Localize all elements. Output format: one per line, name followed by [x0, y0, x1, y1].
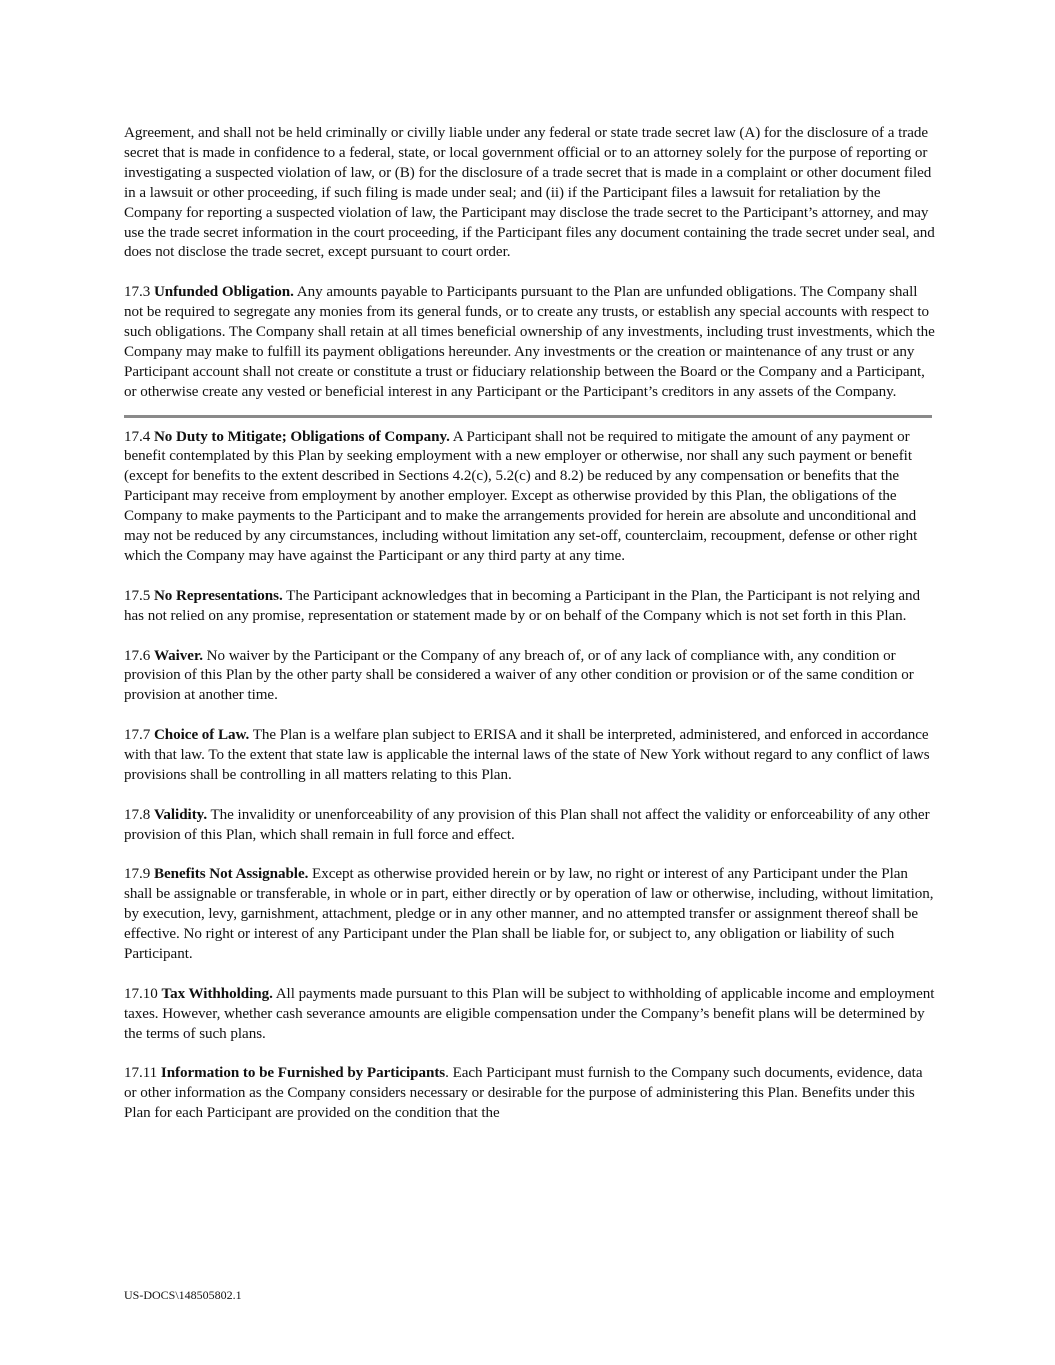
section-text: Except as otherwise provided herein or by law, no right or interest of any Participant under the Plan shall be assignable or transferable, in whole or in part, either directly or by operation of law or otherwise, including, without limitation, by execution, levy, garnishment, attachment, pledge or in any other manner, and no attempted transfer or assignment thereof shall be effective. No right or interest of any Participant under the Plan shall be liable for, or subject to, any obligation or liability of such Participant.: [124, 866, 934, 963]
section-heading: No Representations.: [153, 587, 283, 604]
section-heading: Choice of Law.: [153, 727, 250, 744]
section-text: The invalidity or unenforceability of any provision of this Plan shall not affect the validity or enforceability of any other provision of this Plan, which shall remain in full force and effect.: [124, 806, 930, 843]
document-page: [124, 124, 936, 1144]
section-number: 17.7: [124, 727, 151, 744]
section-number: 17.5: [124, 587, 151, 604]
section-heading: Validity.: [153, 806, 208, 823]
section-number: 17.6: [124, 647, 151, 664]
section-number: 17.9: [124, 866, 151, 883]
section-heading: No Duty to Mitigate; Obligations of Company.: [153, 428, 450, 445]
section-17-11: [124, 1064, 936, 1124]
horizontal-rule: [124, 415, 932, 418]
section-number: 17.3: [124, 284, 151, 301]
section-17-8: [124, 806, 936, 846]
section-number: 17.11: [124, 1065, 158, 1082]
section-17-9: [124, 865, 936, 965]
intro-paragraph: Agreement, and shall not be held criminally or civilly liable under any federal or state trade secret law (A) for the disclosure of a trade secret that is made in confidence to a federal, state, or local government official or to an attorney solely for the purpose of reporting or investigating a suspected violation of law, or (B) for the disclosure of a trade secret that is made in a complaint or other document filed in a lawsuit or other proceeding, if such filing is made under seal; and (ii) if the Participant files a lawsuit for retaliation by the Company for reporting a suspected violation of law, the Participant may disclose the trade secret to the Participant’s attorney, and may use the trade secret information in the court proceeding, if the Participant files any document containing the trade secret under seal, and does not disclose the trade secret, except pursuant to court order.: [124, 125, 935, 261]
section-17-7: [124, 726, 936, 786]
section-text: . Each Participant must furnish to the Company such documents, evidence, data or other information as the Company considers necessary or desirable for the purpose of administering this Plan. Benefits under this Plan for each Participant are provided on the condition that the: [124, 1065, 923, 1122]
document-id-footer: US-DOCS\148505802.1: [124, 1288, 242, 1302]
section-17-5: [124, 587, 936, 627]
section-text: The Plan is a welfare plan subject to ERISA and it shall be interpreted, administered, and enforced in accordance with that law. To the extent that state law is applicable the internal laws of the state of New York without regard to any conflict of laws provisions shall be controlling in all matters relating to this Plan.: [124, 727, 930, 783]
section-number: 17.10: [124, 985, 158, 1002]
section-heading: Tax Withholding.: [161, 985, 273, 1002]
section-17-10: [124, 985, 936, 1045]
section-heading: Information to be Furnished by Participants: [160, 1065, 446, 1082]
section-text: The Participant acknowledges that in becoming a Participant in the Plan, the Participant is not relying and has not relied on any promise, representation or statement made by or on behalf of the Company which is not set forth in this Plan.: [124, 587, 921, 624]
section-heading: Unfunded Obligation.: [153, 284, 294, 301]
section-heading: Benefits Not Assignable.: [153, 866, 309, 883]
section-heading: Waiver.: [153, 647, 203, 664]
section-17-6: [124, 647, 936, 707]
section-text: Any amounts payable to Participants pursuant to the Plan are unfunded obligations. The Company shall not be required to segregate any monies from its general funds, or to create any trusts, or establish any special accounts with respect to such obligations. The Company shall retain at all times beneficial ownership of any investments, including trust investments, which the Company may make to fulfill its payment obligations hereunder. Any investments or the creation or maintenance of any trust or any Participant account shall not create or constitute a trust or fiduciary relationship between the Board or the Company and a Participant, or otherwise create any vested or beneficial interest in any Participant or the Participant’s creditors in any assets of the Company.: [124, 284, 935, 400]
section-number: 17.8: [124, 806, 151, 823]
section-number: 17.4: [124, 428, 151, 445]
section-text: No waiver by the Participant or the Company of any breach of, or of any lack of compliance with, any condition or provision of this Plan by the other party shall be considered a waiver of any other condition or provision or of the same condition or provision at another time.: [124, 647, 914, 704]
section-text: All payments made pursuant to this Plan will be subject to withholding of applicable income and employment taxes. However, whether cash severance amounts are eligible compensation under the Company’s benefit plans will be determined by the terms of such plans.: [124, 985, 935, 1042]
section-text: A Participant shall not be required to mitigate the amount of any payment or benefit contemplated by this Plan by seeking employment with a new employer or otherwise, nor shall any such payment or benefit (except for benefits to the extent described in Sections 4.2(c), 5.2(c) and 8.2) be reduced by any compensation or benefits that the Participant may receive from employment by another employer. Except as otherwise provided by this Plan, the obligations of the Company to make payments to the Participant and to make the arrangements provided for herein are absolute and unconditional and may not be reduced by any circumstances, including without limitation any set-off, counterclaim, recoupment, defense or other right which the Company may have against the Participant or any third party at any time.: [124, 428, 918, 564]
section-17-3: [124, 283, 936, 402]
section-17-4: [124, 428, 936, 567]
